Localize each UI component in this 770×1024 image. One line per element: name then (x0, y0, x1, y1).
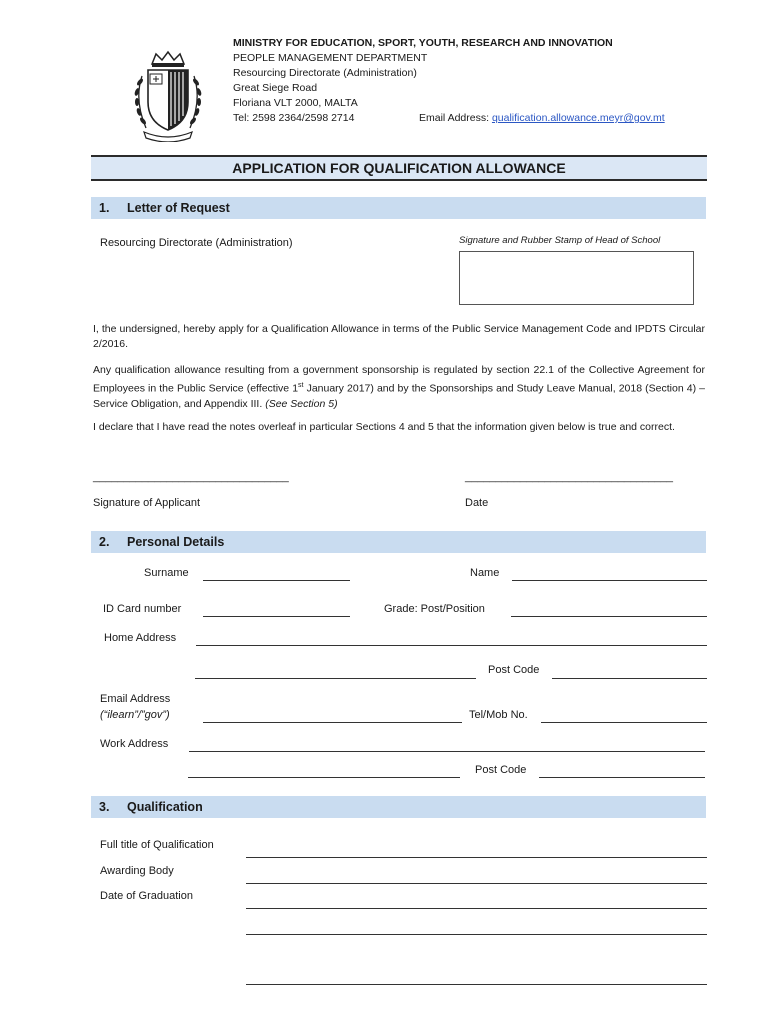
awarding-body-field[interactable] (246, 883, 707, 884)
address-city: Floriana VLT 2000, MALTA (233, 97, 358, 109)
department-name: PEOPLE MANAGEMENT DEPARTMENT (233, 52, 428, 64)
header-email (419, 111, 665, 126)
tel-label: Tel/Mob No. (469, 709, 528, 721)
address-road: Great Siege Road (233, 82, 318, 94)
paragraph-sponsorship (93, 363, 705, 412)
malta-coat-of-arms-icon (128, 50, 208, 142)
surname-field[interactable] (203, 580, 350, 581)
header-tel: Tel: 2598 2364/2598 2714 (233, 112, 355, 124)
signature-line[interactable]: ________________________________ (93, 471, 289, 483)
para2-sup: st (298, 382, 304, 389)
date-line[interactable]: __________________________________ (465, 471, 674, 483)
section-label: Personal Details (127, 535, 225, 549)
id-card-label: ID Card number (103, 603, 182, 615)
section-2-header (91, 531, 706, 553)
para2-text-a: Any qualification allowance resulting from a government sponsorship is regulated by section 22.1 of the Collective Agreement for Employees in the Public Service (effective 1 (93, 364, 705, 395)
full-title-field[interactable] (246, 857, 707, 858)
awarding-body-label: Awarding Body (100, 865, 174, 877)
section-label: Qualification (127, 800, 203, 814)
header-block (233, 36, 713, 111)
extra-field-2[interactable] (246, 984, 707, 985)
post-code-label: Post Code (488, 664, 540, 676)
coat-of-arms-logo (128, 50, 208, 142)
section-number: 3. (99, 800, 110, 814)
stamp-label: Signature and Rubber Stamp of Head of School (459, 235, 661, 246)
date-label: Date (465, 497, 489, 509)
post-code-field-2[interactable] (539, 777, 705, 778)
email-hint: (“ilearn”/”gov”) (100, 709, 170, 721)
home-address-label: Home Address (104, 632, 177, 644)
email-link[interactable]: qualification.allowance.meyr@gov.mt (491, 112, 665, 124)
post-code-field[interactable] (552, 678, 707, 679)
email-address-field[interactable] (203, 722, 462, 723)
tel-field[interactable] (541, 722, 707, 723)
section-1-header (91, 197, 706, 219)
home-address-field-2[interactable] (195, 678, 476, 679)
para2-text-b: January 2017) and by the Sponsorships and Study Leave Manual, 2018 (Section 4) – Service Obligation, and Appendix III. (93, 382, 706, 410)
email-label: Email Address: (419, 112, 492, 124)
section-number: 1. (99, 201, 110, 215)
work-address-field-1[interactable] (189, 751, 705, 752)
addressee: Resourcing Directorate (Administration) (100, 237, 293, 249)
ministry-name: MINISTRY FOR EDUCATION, SPORT, YOUTH, RESEARCH AND INNOVATION (233, 37, 613, 49)
email-address-label: Email Address (100, 693, 171, 705)
paragraph-declaration: I declare that I have read the notes overleaf in particular Sections 4 and 5 that the information given below is true and correct. (93, 421, 675, 433)
full-title-label: Full title of Qualification (100, 839, 214, 851)
extra-field-1[interactable] (246, 934, 707, 935)
surname-label: Surname (144, 567, 189, 579)
home-address-field-1[interactable] (196, 645, 707, 646)
work-address-label: Work Address (100, 738, 169, 750)
name-field[interactable] (512, 580, 707, 581)
para2-note: (See Section 5) (265, 397, 338, 410)
date-of-graduation-field[interactable] (246, 908, 707, 909)
date-of-graduation-label: Date of Graduation (100, 890, 193, 902)
signature-label: Signature of Applicant (93, 497, 201, 509)
section-number: 2. (99, 535, 110, 549)
form-title: APPLICATION FOR QUALIFICATION ALLOWANCE (91, 155, 707, 181)
section-label: Letter of Request (127, 201, 230, 215)
post-code-label-2: Post Code (475, 764, 527, 776)
work-address-field-2[interactable] (188, 777, 460, 778)
section-3-header (91, 796, 706, 818)
grade-label: Grade: Post/Position (384, 603, 485, 615)
directorate-name: Resourcing Directorate (Administration) (233, 67, 417, 79)
id-card-field[interactable] (203, 616, 350, 617)
stamp-box[interactable] (459, 251, 694, 305)
name-label: Name (470, 567, 500, 579)
paragraph-apply: I, the undersigned, hereby apply for a Qualification Allowance in terms of the Public Service Management Code and IPDTS Circular 2/2016. (93, 323, 705, 350)
grade-field[interactable] (511, 616, 707, 617)
